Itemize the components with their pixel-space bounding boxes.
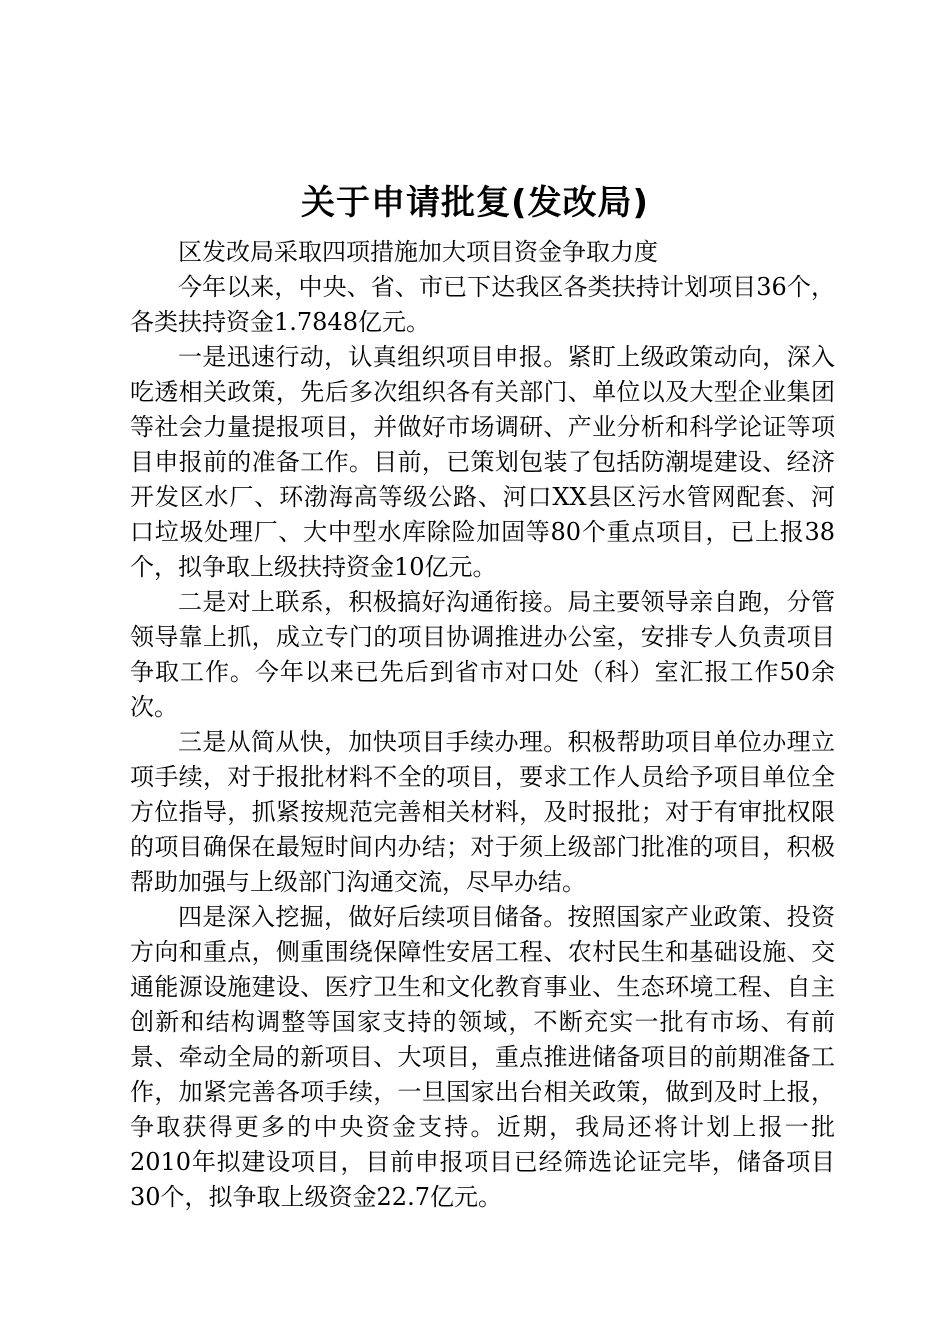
subtitle-paragraph: 区发改局采取四项措施加大项目资金争取力度 xyxy=(178,238,658,266)
measure-two-paragraph: 二是对上联系，积极搞好沟通衔接。局主要领导亲自跑，分管领导靠上抓，成立专门的项目协调推进办公室，安排专人负责项目争取工作。今年以来已先后到省市对口处（科）室汇报工作50余次。 xyxy=(130,588,835,721)
measure-one-paragraph: 一是迅速行动，认真组织项目申报。紧盯上级政策动向，深入吃透相关政策，先后多次组织各有关部门、单位以及大型企业集团等社会力量提报项目，并做好市场调研、产业分析和科学论证等项目申报前的准备工作。目前，已策划包装了包括防潮堤建设、经济开发区水厂、环渤海高等级公路、河口XX县区污水管网配套、河口垃圾处理厂、大中型水库除险加固等80个重点项目，已上报38个，拟争取上级扶持资金10亿元。 xyxy=(130,343,835,581)
measure-three-paragraph: 三是从简从快，加快项目手续办理。积极帮助项目单位办理立项手续，对于报批材料不全的项目，要求工作人员给予项目单位全方位指导，抓紧按规范完善相关材料，及时报批；对于有审批权限的项目确保在最短时间内办结；对于须上级部门批准的项目，积极帮助加强与上级部门沟通交流，尽早办结。 xyxy=(130,728,835,896)
document-body xyxy=(130,235,835,1215)
document-title: 关于申请批复(发改局) xyxy=(300,183,650,223)
intro-paragraph: 今年以来，中央、省、市已下达我区各类扶持计划项目36个，各类扶持资金1.7848亿元。 xyxy=(130,273,835,336)
measure-four-paragraph: 四是深入挖掘，做好后续项目储备。按照国家产业政策、投资方向和重点，侧重围绕保障性安居工程、农村民生和基础设施、交通能源设施建设、医疗卫生和文化教育事业、生态环境工程、自主创新和结构调整等国家支持的领域，不断充实一批有市场、有前景、牵动全局的新项目、大项目，重点推进储备项目的前期准备工作，加紧完善各项手续，一旦国家出台相关政策，做到及时上报，争取获得更多的中央资金支持。近期，我局还将计划上报一批2010年拟建设项目，目前申报项目已经筛选论证完毕，储备项目30个，拟争取上级资金22.7亿元。 xyxy=(130,903,835,1211)
